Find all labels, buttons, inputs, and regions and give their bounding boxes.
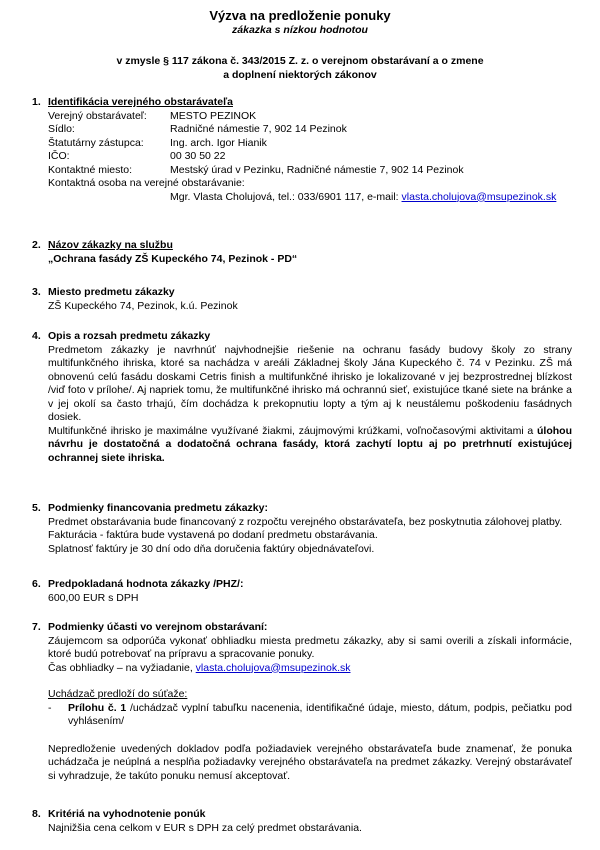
location-text: ZŠ Kupeckého 74, Pezinok, k.ú. Pezinok bbox=[48, 299, 238, 312]
rejection-paragraph: Nepredloženie uvedených dokladov podľa požiadaviek verejného obstarávateľa bude znamenať, že ponuka uchádzača je neúplná a nesplňa požiadavky verejného obstarávateľa na predmet zákazky. Verejný obstarávateľ si vyhradzuje, že takúto ponuku nemusí akceptovať. bbox=[48, 742, 572, 782]
description-text: Multifunkčné ihrisko je maximálne využívané žiakmi, záujmovými krúžkami, voľnočasovými aktivitami a bbox=[48, 424, 537, 437]
financing-line: Predmet obstarávania bude financovaný z rozpočtu verejného obstarávateľa, bez poskytnutia zálohovej platby. bbox=[48, 515, 563, 528]
section-heading: Identifikácia verejného obstarávateľa bbox=[48, 96, 233, 108]
contact-text: Mgr. Vlasta Cholujová, tel.: 033/6901 117, e-mail: bbox=[170, 190, 402, 203]
info-row bbox=[48, 137, 572, 151]
section-heading: Opis a rozsah predmetu zákazky bbox=[48, 330, 211, 342]
submission-bullet bbox=[48, 702, 572, 729]
description-emphasis: úlohou návrhu je dostatočná a dodatočná ochrana fasády, ktorá zachytí loptu aj po pretrhnutí existujúcej ochrannej siete ihriska. bbox=[48, 424, 572, 464]
section-heading: Miesto predmetu zákazky bbox=[48, 286, 175, 298]
legal-intro bbox=[90, 54, 510, 82]
section-3 bbox=[32, 286, 572, 313]
section-heading: Kritériá na vyhodnotenie ponúk bbox=[48, 808, 206, 820]
section-number: 5. bbox=[32, 502, 41, 514]
info-row bbox=[48, 123, 572, 137]
section-number: 3. bbox=[32, 286, 41, 298]
visit-line bbox=[48, 662, 572, 676]
section-number: 7. bbox=[32, 621, 41, 633]
intro-line-2: a doplnení niektorých zákonov bbox=[223, 69, 377, 81]
section-number: 8. bbox=[32, 808, 41, 820]
section-4 bbox=[32, 330, 572, 465]
contact-email-link[interactable]: vlasta.cholujova@msupezinok.sk bbox=[401, 190, 557, 203]
row-label: Sídlo: bbox=[48, 123, 75, 135]
row-value: Mestský úrad v Pezinku, Radničné námestie 7, 902 14 Pezinok bbox=[170, 163, 464, 176]
section-number: 6. bbox=[32, 578, 41, 590]
row-label: Kontaktné miesto: bbox=[48, 163, 133, 176]
bullet-dash: - bbox=[48, 701, 52, 714]
bullet-text: /uchádzač vyplní tabuľku nacenenia, identifikačné údaje, miesto, dátum, podpis, pečiatku pod vyhlásením/ bbox=[68, 701, 572, 727]
bullet-bold: Prílohu č. 1 bbox=[68, 701, 127, 714]
section-1 bbox=[32, 96, 572, 204]
section-5 bbox=[32, 502, 572, 556]
info-row bbox=[48, 110, 572, 124]
financing-line: Splatnosť faktúry je 30 dní odo dňa doručenia faktúry objednávateľovi. bbox=[48, 542, 375, 555]
section-6 bbox=[32, 578, 572, 605]
info-row bbox=[48, 164, 572, 178]
section-number: 1. bbox=[32, 96, 41, 108]
row-label: Verejný obstarávateľ: bbox=[48, 109, 147, 122]
estimated-value: 600,00 EUR s DPH bbox=[48, 591, 139, 604]
row-value: MESTO PEZINOK bbox=[170, 109, 257, 122]
contract-name: „Ochrana fasády ZŠ Kupeckého 74, Pezinok - PD“ bbox=[48, 252, 298, 265]
submission-heading: Uchádzač predloží do súťaže: bbox=[48, 688, 188, 700]
section-heading: Názov zákazky na službu bbox=[48, 239, 173, 251]
row-label: Štatutárny zástupca: bbox=[48, 136, 144, 149]
info-row bbox=[48, 150, 572, 164]
financing-line: Fakturácia - faktúra bude vystavená po dodaní predmetu obstarávania. bbox=[48, 529, 378, 541]
section-number: 2. bbox=[32, 239, 41, 251]
row-value: 00 30 50 22 bbox=[170, 150, 226, 162]
row-value: Radničné námestie 7, 902 14 Pezinok bbox=[170, 123, 347, 135]
section-heading: Podmienky financovania predmetu zákazky: bbox=[48, 502, 268, 514]
document-subtitle: zákazka s nízkou hodnotou bbox=[232, 24, 368, 36]
visit-label: Čas obhliadky – na vyžiadanie, bbox=[48, 661, 196, 674]
document-title: Výzva na predloženie ponuky bbox=[209, 8, 391, 23]
section-7 bbox=[32, 621, 572, 783]
description-paragraph: Predmetom zákazky je navrhnúť najvhodnejšie riešenie na ochranu fasády budovy školy zo strany multifunkčného ihriska, ktoré sa nachádza v areáli Základnej školy Jána Kupeckého č. 74 v Pezinku. ZŠ má obnovenú celú fasádu doskami Cetris finish a multifunkčné ihrisko je lokalizované v jej bezprostrednej blízkost /viď foto v prílohe/. Aj napriek tomu, že multifunkčné ihrisko má ochrannú sieť, existujúce tkané siete na bránke a v jej okolí sa často trhajú, čím dochádza k prekopnutiu lopty a tým aj k neustálemu poškodeniu fasádnych dosiek. bbox=[48, 343, 572, 423]
contact-value bbox=[170, 191, 572, 205]
row-label: IČO: bbox=[48, 150, 70, 162]
section-2 bbox=[32, 239, 572, 266]
participation-paragraph: Záujemcom sa odporúča vykonať obhliadku miesta predmetu zákazky, aby si sami overili a získali informácie, ktoré budú potrebovať na prípravu a spracovanie ponuky. bbox=[48, 634, 572, 660]
description-paragraph-2 bbox=[48, 425, 572, 466]
section-8 bbox=[32, 808, 572, 835]
visit-email-link[interactable]: vlasta.cholujova@msupezinok.sk bbox=[195, 661, 351, 674]
intro-line-1: v zmysle § 117 zákona č. 343/2015 Z. z. o verejnom obstarávaní a o zmene bbox=[116, 55, 484, 67]
section-heading: Podmienky účasti vo verejnom obstarávaní: bbox=[48, 621, 268, 633]
section-heading: Predpokladaná hodnota zákazky /PHZ/: bbox=[48, 578, 244, 590]
row-value: Ing. arch. Igor Hianik bbox=[170, 136, 267, 149]
contact-label: Kontaktná osoba na verejné obstarávanie: bbox=[48, 177, 245, 189]
section-number: 4. bbox=[32, 330, 41, 342]
criteria-text: Najnižšia cena celkom v EUR s DPH za celý predmet obstarávania. bbox=[48, 821, 362, 834]
